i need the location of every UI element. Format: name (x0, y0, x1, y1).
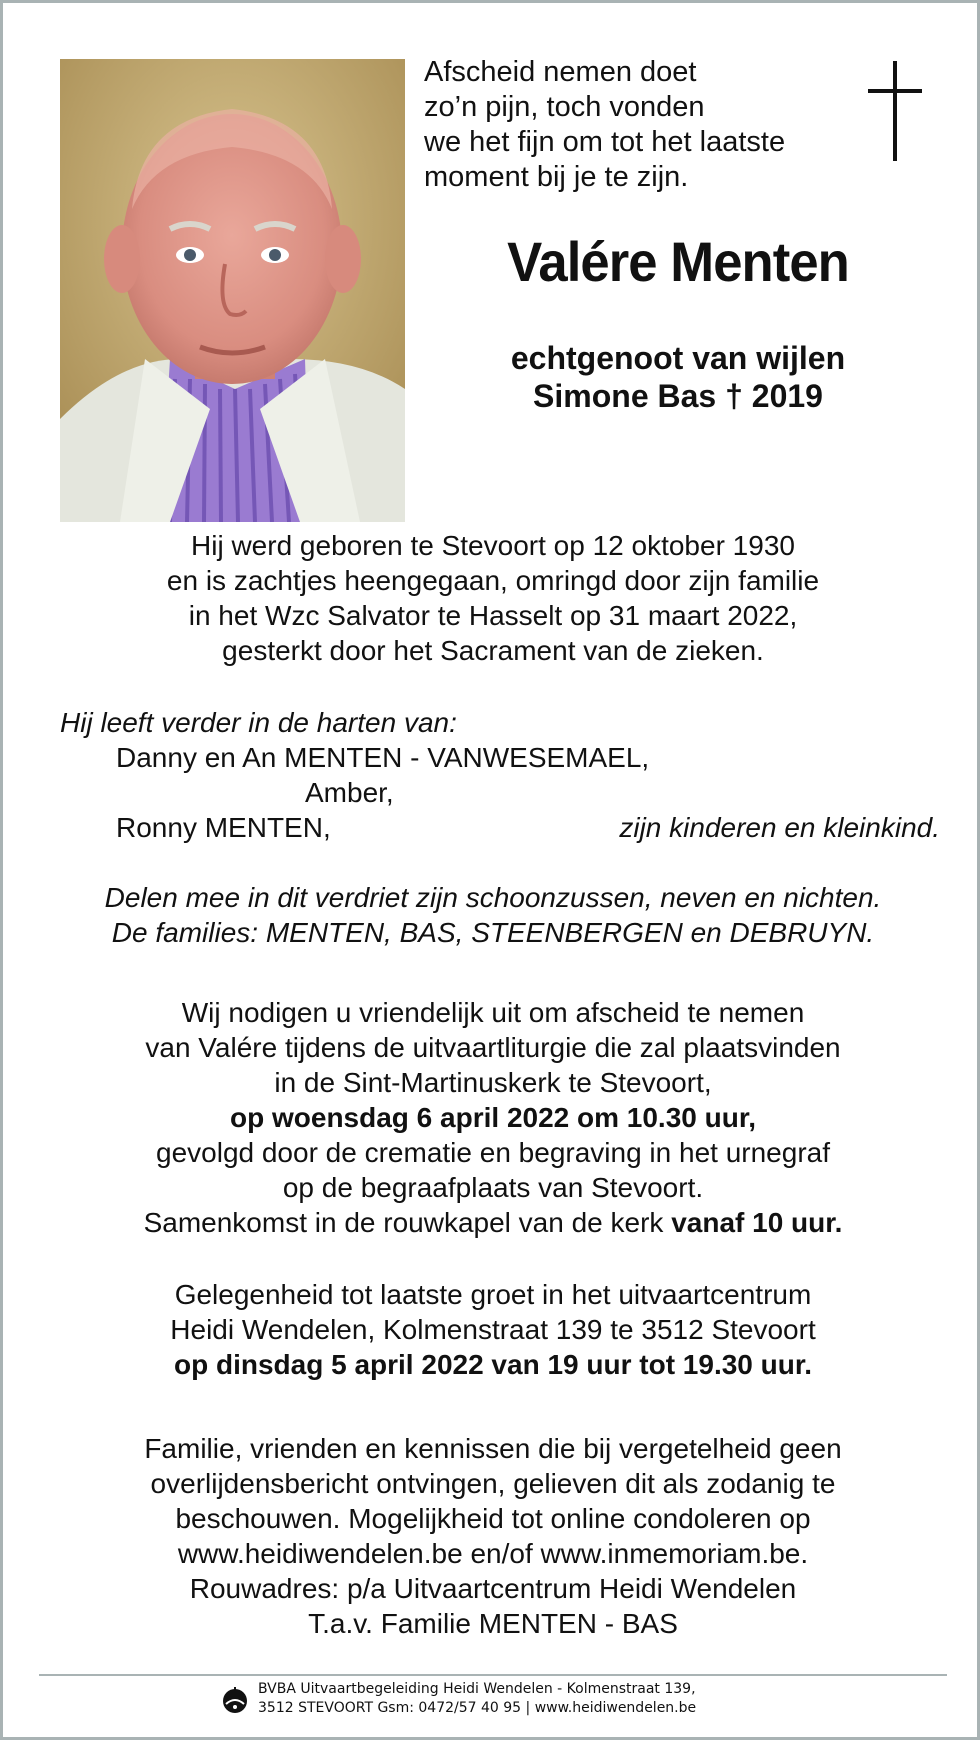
paragraph-line: en is zachtjes heengegaan, omringd door zijn familie (166, 565, 820, 596)
visitation-paragraph (3, 1277, 980, 1382)
gathering-time: vanaf 10 uur. (671, 1207, 843, 1238)
spouse-info (433, 339, 923, 415)
survivor-row (60, 740, 940, 775)
paragraph-line: overlijdensbericht ontvingen, gelieven dit als zodanig te (150, 1468, 836, 1499)
gathering-line (3, 1205, 980, 1240)
quote-line: we het fijn om tot het laatste (424, 126, 786, 158)
sharing-paragraph (3, 880, 980, 950)
footer-divider (39, 1674, 947, 1676)
paragraph-line: beschouwen. Mogelijkheid tot online condoleren op (175, 1503, 811, 1534)
footer-line: BVBA Uitvaartbegeleiding Heidi Wendelen - Kolmenstraat 139, (258, 1681, 696, 1697)
paragraph-line: Gelegenheid tot laatste groet in het uitvaartcentrum (174, 1279, 812, 1310)
quote-line: moment bij je te zijn. (424, 161, 689, 193)
notice-paragraph (3, 1431, 980, 1641)
survivors-section (60, 705, 940, 845)
paragraph-line: Familie, vrienden en kennissen die bij vergetelheid geen (144, 1433, 842, 1464)
survivor-name: Ronny MENTEN, (116, 812, 331, 843)
spouse-line: Simone Bas † 2019 (533, 378, 823, 414)
cross-icon (865, 61, 925, 161)
paragraph-line: op de begraafplaats van Stevoort. (282, 1172, 704, 1203)
deceased-name: Valére Menten (507, 230, 849, 293)
paragraph-line: gevolgd door de crematie en begraving in het urnegraf (156, 1137, 830, 1168)
footer-line: 3512 STEVOORT Gsm: 0472/57 40 95 | www.heidiwendelen.be (258, 1700, 697, 1716)
survivors-intro: Hij leeft verder in de harten van: (60, 707, 457, 738)
paragraph-line: T.a.v. Familie MENTEN - BAS (308, 1608, 678, 1639)
service-datetime: op woensdag 6 april 2022 om 10.30 uur, (230, 1102, 756, 1133)
survivor-row (60, 810, 940, 845)
birth-death-paragraph (3, 528, 980, 668)
paragraph-line: in de Sint-Martinuskerk te Stevoort, (274, 1067, 712, 1098)
gathering-text: Samenkomst in de rouwkapel van de kerk (143, 1207, 672, 1238)
paragraph-line: van Valére tijdens de uitvaartliturgie die zal plaatsvinden (145, 1032, 841, 1063)
quote-line: Afscheid nemen doet (424, 56, 697, 88)
relationship-note: zijn kinderen en kleinkind. (619, 812, 940, 843)
paragraph-line: www.heidiwendelen.be en/of www.inmemoriam.be. (177, 1538, 809, 1569)
survivor-name: Danny en An MENTEN - VANWESEMAEL, (116, 742, 650, 773)
paragraph-line: Delen mee in dit verdriet zijn schoonzussen, neven en nichten. (104, 882, 882, 913)
footer-text (258, 1680, 696, 1718)
visitation-datetime: op dinsdag 5 april 2022 van 19 uur tot 19.30 uur. (174, 1349, 812, 1380)
portrait-photo (60, 59, 405, 522)
paragraph-line: Rouwadres: p/a Uitvaartcentrum Heidi Wendelen (189, 1573, 797, 1604)
paragraph-line: gesterkt door het Sacrament van de zieken. (222, 635, 764, 666)
paragraph-line: De families: MENTEN, BAS, STEENBERGEN en DEBRUYN. (111, 917, 875, 948)
paragraph-line: Heidi Wendelen, Kolmenstraat 139 te 3512 Stevoort (170, 1314, 816, 1345)
funeral-home-logo-icon (220, 1684, 250, 1716)
survivor-name: Amber, (305, 777, 394, 808)
survivor-row (60, 775, 940, 810)
opening-quote (424, 55, 844, 195)
quote-line: zo’n pijn, toch vonden (424, 91, 705, 123)
paragraph-line: in het Wzc Salvator te Hasselt op 31 maart 2022, (188, 600, 798, 631)
paragraph-line: Wij nodigen u vriendelijk uit om afscheid te nemen (181, 997, 805, 1028)
portrait-illustration (60, 59, 405, 522)
paragraph-line: Hij werd geboren te Stevoort op 12 oktober 1930 (191, 530, 795, 561)
spouse-line: echtgenoot van wijlen (510, 340, 846, 376)
funeral-service-paragraph (3, 995, 980, 1240)
